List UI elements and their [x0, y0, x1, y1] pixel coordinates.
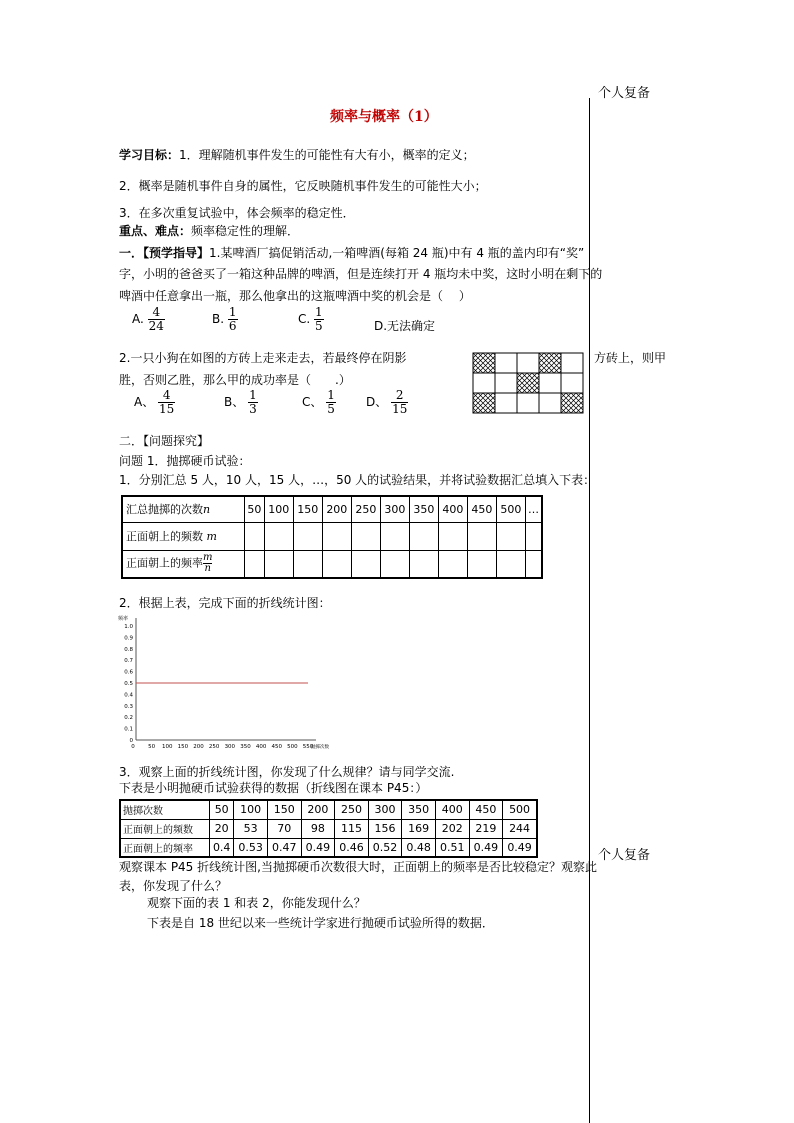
table-row [120, 819, 537, 838]
table-cell [467, 550, 496, 578]
problem-1-step-3: 3．观察上面的折线统计图，你发现了什么规律？请与同学交流. [119, 765, 455, 779]
question-1-line-3: 啤酒中任意拿出一瓶，那么他拿出的这瓶啤酒中奖的机会是（ ） [119, 289, 471, 303]
goal-label: 学习目标： [119, 148, 180, 162]
tile [517, 353, 539, 373]
question-2-line-1: 2.一只小狗在如图的方砖上走来走去，若最终停在阴影 [119, 351, 407, 365]
table-cell: 0.49 [301, 838, 335, 857]
x-tick-label: 350 [240, 744, 251, 750]
row-label: 抛掷次数 [120, 800, 210, 819]
table-2-intro: 下表是小明抛硬币试验获得的数据（折线图在课本 P45：） [119, 781, 428, 795]
y-tick-label: 0.9 [124, 635, 133, 642]
fraction [391, 389, 408, 416]
y-tick-label: 0.7 [124, 658, 133, 665]
table-cell [380, 550, 409, 578]
tile [473, 373, 495, 393]
table-cell: 200 [301, 800, 335, 819]
numerator: 1 [249, 388, 257, 402]
y-tick-label: 0.4 [124, 692, 133, 699]
observation-line-3: 观察下面的表 1 和表 2，你能发现什么？ [147, 896, 366, 910]
row-label-text: 正面朝上的频数 [126, 530, 203, 543]
table-cell: 169 [402, 819, 436, 838]
fraction [248, 389, 258, 416]
row-label [122, 522, 245, 550]
table-cell [467, 522, 496, 550]
observation-line-4: 下表是自 18 世纪以来一些统计学家进行抛硬币试验所得的数据． [147, 916, 494, 930]
option-label: D、 [366, 395, 388, 410]
x-axis-label: 抛掷次数 [311, 745, 329, 750]
table-cell [438, 522, 467, 550]
numerator: 2 [391, 389, 408, 403]
x-tick-label: 200 [193, 744, 204, 750]
q1-option-c [298, 306, 324, 333]
table-cell [496, 522, 525, 550]
q2-option-d [366, 389, 408, 416]
table-cell: 0.53 [234, 838, 268, 857]
denominator: 5 [315, 319, 323, 334]
table-cell: 350 [402, 800, 436, 819]
table-cell [351, 522, 380, 550]
q1-text-1: 1.某啤酒厂搞促销活动,一箱啤酒(每箱 24 瓶)中有 4 瓶的盖内印有“奖” [209, 246, 585, 260]
table-row [122, 550, 542, 578]
denominator: 3 [249, 402, 257, 417]
table-cell: 150 [267, 800, 301, 819]
table-cell: 53 [234, 819, 268, 838]
denominator: n [204, 563, 211, 575]
row-label [122, 496, 245, 522]
learning-goal-1 [119, 146, 475, 163]
margin-divider [589, 98, 590, 1123]
table-cell: 219 [469, 819, 503, 838]
page-title: 频率与概率（1） [330, 109, 438, 125]
x-tick-label: 0 [131, 744, 135, 750]
tile-grid-figure [472, 352, 584, 416]
fraction-m-over-n [203, 553, 212, 574]
table-cell: 100 [264, 496, 293, 522]
table-cell: 400 [438, 496, 467, 522]
numerator: 1 [315, 305, 323, 319]
question-1-line-2: 字，小明的爸爸买了一箱这种品牌的啤酒，但是连续打开 4 瓶均未中奖，这时小明在剩下的 [119, 267, 603, 281]
table-cell: 400 [435, 800, 469, 819]
problem-1-step-2: 2．根据上表，完成下面的折线统计图： [119, 596, 331, 610]
q2-option-c [302, 389, 336, 416]
tile [561, 373, 583, 393]
x-tick-label: 50 [148, 744, 156, 750]
table-cell: 450 [467, 496, 496, 522]
question-2-line-2: 胜，否则乙胜，那么甲的成功率是（ .） [119, 373, 351, 387]
denominator: 15 [159, 402, 175, 417]
x-tick-label: 400 [255, 744, 267, 750]
problem-1-title: 问题 1．抛掷硬币试验： [119, 454, 251, 468]
y-tick-label: 1.0 [124, 624, 133, 630]
y-axis-label: 频率 [118, 616, 129, 622]
section-2-label: 二．【问题探究】 [119, 434, 210, 448]
x-tick-label: 250 [208, 744, 220, 750]
numerator: m [203, 552, 213, 564]
tile [539, 373, 561, 393]
y-tick-label: 0 [129, 738, 133, 744]
option-label: C. [298, 312, 311, 327]
table-cell: 156 [368, 819, 402, 838]
var-n: n [203, 503, 211, 517]
table-cell: 0.46 [335, 838, 369, 857]
table-cell: 500 [503, 800, 537, 819]
fraction [314, 306, 324, 333]
table-cell: 250 [351, 496, 380, 522]
table-cell: 250 [335, 800, 369, 819]
fraction [158, 389, 175, 416]
table-cell: 300 [368, 800, 402, 819]
table-cell [245, 550, 265, 578]
observation-line-1: 观察课本 P45 折线统计图,当抛掷硬币次数很大时，正面朝上的频率是否比较稳定？观察此 [119, 860, 597, 874]
row-label [122, 550, 245, 578]
q2-option-a [134, 389, 175, 416]
table-row [122, 522, 542, 550]
q1-option-a [132, 306, 165, 333]
table-cell: 244 [503, 819, 537, 838]
tile [495, 353, 517, 373]
option-label: C、 [302, 395, 323, 410]
row-label: 正面朝上的频数 [120, 819, 210, 838]
denominator: 24 [148, 319, 164, 334]
table-cell: 0.47 [267, 838, 301, 857]
table-cell [293, 550, 322, 578]
margin-note-top: 个人复备 [598, 86, 651, 101]
table-row [120, 838, 537, 857]
row-label: 正面朝上的频率 [120, 838, 210, 857]
tile [517, 393, 539, 413]
learning-goal-3: 3．在多次重复试验中，体会频率的稳定性． [119, 206, 355, 220]
option-label: B. [212, 312, 225, 327]
table-cell [380, 522, 409, 550]
denominator: 6 [228, 319, 237, 334]
table-cell [409, 550, 438, 578]
table-cell: 202 [435, 819, 469, 838]
x-tick-label: 300 [224, 744, 236, 750]
x-tick-label: 500 [287, 744, 298, 750]
table-cell [322, 522, 351, 550]
observation-line-2: 表，你发现了什么？ [119, 879, 228, 893]
fraction [228, 306, 238, 333]
question-1-line-1 [119, 244, 584, 261]
option-label: A、 [134, 395, 155, 410]
table-cell: 200 [322, 496, 351, 522]
y-tick-label: 0.3 [124, 703, 133, 710]
key-text: 频率稳定性的理解． [191, 224, 300, 238]
table-row [120, 800, 537, 819]
q2-option-b [224, 389, 258, 416]
table-cell [351, 550, 380, 578]
table-cell: 20 [210, 819, 234, 838]
key-points [119, 222, 299, 239]
row-label-text: 正面朝上的频率 [126, 556, 203, 570]
tile [539, 393, 561, 413]
table-cell [245, 522, 265, 550]
table-cell: 50 [210, 800, 234, 819]
table-cell: 0.4 [210, 838, 234, 857]
numerator: 4 [158, 389, 175, 403]
table-cell: 150 [293, 496, 322, 522]
table-cell: 100 [234, 800, 268, 819]
row-label-text: 汇总抛掷的次数 [126, 503, 203, 517]
x-tick-label: 150 [177, 744, 189, 750]
denominator: 15 [392, 402, 408, 417]
frequency-line-chart [116, 610, 329, 758]
x-tick-label: 100 [162, 744, 173, 750]
option-label: A. [132, 312, 144, 327]
numerator: 1 [228, 305, 237, 319]
table-cell: 50 [245, 496, 265, 522]
problem-1-step-1: 1．分别汇总 5 人，10 人，15 人，…，50 人的试验结果，并将试验数据汇总填入下表： [119, 473, 596, 487]
question-2-line-1-right: 方砖上，则甲 [594, 351, 667, 365]
table-cell [409, 522, 438, 550]
table-cell: 450 [469, 800, 503, 819]
tile [495, 393, 517, 413]
table-row [122, 496, 542, 522]
goal-text-1: 1．理解随机事件发生的可能性有大有小，概率的定义； [179, 148, 475, 162]
margin-note-mid: 个人复备 [598, 848, 651, 863]
y-tick-label: 0.8 [124, 646, 133, 653]
table-cell: 0.51 [435, 838, 469, 857]
table-cell: 0.49 [503, 838, 537, 857]
table-cell: 0.52 [368, 838, 402, 857]
table-cell [322, 550, 351, 578]
q1-option-b [212, 306, 238, 333]
option-label: B、 [224, 395, 245, 410]
table-cell [438, 550, 467, 578]
fraction [148, 306, 165, 333]
xiaoming-data-table [119, 799, 538, 858]
x-tick-label: 450 [271, 744, 282, 750]
q1-option-d: D.无法确定 [374, 319, 436, 333]
numerator: 1 [327, 388, 335, 402]
denominator: 5 [327, 402, 335, 417]
y-tick-label: 0.1 [124, 726, 133, 733]
table-cell [293, 522, 322, 550]
table-cell: 115 [335, 819, 369, 838]
section-1-label: 一．【预学指导】 [119, 246, 210, 260]
y-tick-label: 0.6 [124, 669, 133, 676]
table-cell [525, 522, 542, 550]
table-cell: … [525, 496, 542, 522]
table-cell [264, 522, 293, 550]
table-cell: 300 [380, 496, 409, 522]
tile [495, 373, 517, 393]
table-cell: 350 [409, 496, 438, 522]
tile [561, 353, 583, 373]
table-cell: 70 [267, 819, 301, 838]
table-cell [496, 550, 525, 578]
x-tick-label: 550 [302, 744, 314, 750]
table-cell: 0.49 [469, 838, 503, 857]
numerator: 4 [148, 306, 165, 320]
learning-goal-2: 2．概率是随机事件自身的属性，它反映随机事件发生的可能性大小； [119, 179, 487, 193]
fraction [326, 389, 336, 416]
y-tick-label: 0.2 [124, 715, 133, 722]
table-cell [525, 550, 542, 578]
table-cell: 500 [496, 496, 525, 522]
key-label: 重点、难点： [119, 224, 192, 238]
summary-table [121, 495, 543, 579]
y-tick-label: 0.5 [124, 681, 133, 687]
table-cell: 0.48 [402, 838, 436, 857]
table-cell: 98 [301, 819, 335, 838]
var-m: m [206, 530, 217, 543]
table-cell [264, 550, 293, 578]
